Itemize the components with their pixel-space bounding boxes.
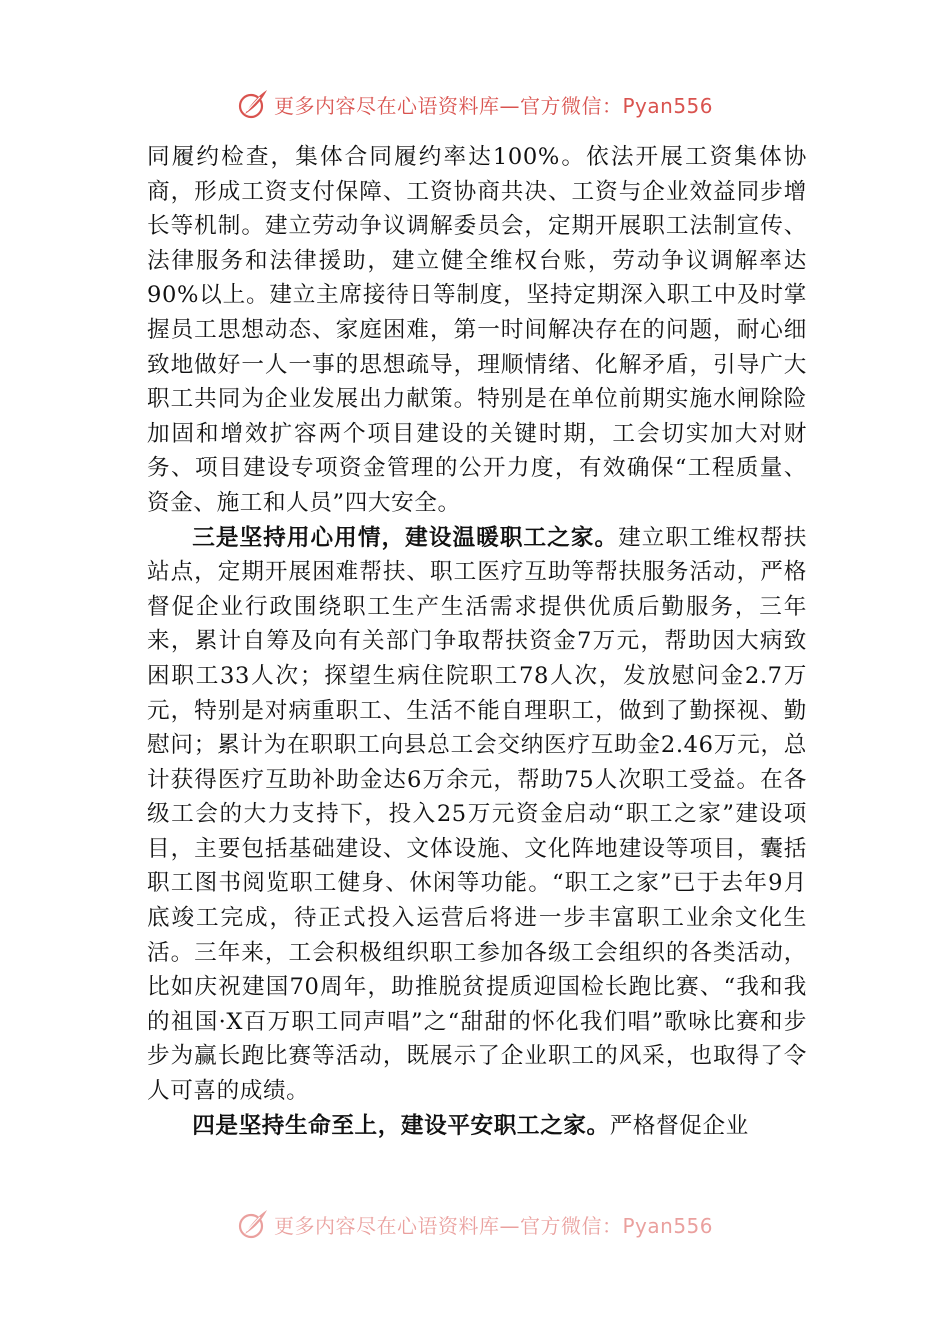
watermark-footer bbox=[236, 1206, 713, 1242]
paragraph-2 bbox=[147, 521, 807, 1109]
paragraph-3-lead: 四是坚持生命至上，建设平安职工之家。 bbox=[192, 1112, 610, 1139]
paragraph-2-body: 建立职工维权帮扶站点，定期开展困难帮扶、职工医疗互助等帮扶服务活动，严格督促企业行政围绕职工生产生活需求提供优质后勤服务，三年来，累计自筹及向有关部门争取帮扶资金7万元，帮助因大病致困职工33人次；探望生病住院职工78人次，发放慰问金2.7万元，特别是对病重职工、生活不能自理职工，做到了勤探视、勤慰问；累计为在职职工向县总工会交纳医疗互助金2.46万元，总计获得医疗互助补助金达6万余元，帮助75人次职工受益。在各级工会的大力支持下，投入25万元资金启动“职工之家”建设项目，主要包括基础建设、文体设施、文化阵地建设等项目，囊括职工图书阅览职工健身、休闲等功能。“职工之家”已于去年9月底竣工完成，待正式投入运营后将进一步丰富职工业余文化生活。三年来，工会积极组织职工参加各级工会组织的各类活动，比如庆祝建国70周年，助推脱贫提质迎国检长跑比赛、“我和我的祖国·X百万职工同声唱”之“甜甜的怀化我们唱”歌咏比赛和步步为赢长跑比赛等活动，既展示了企业职工的风采，也取得了令人可喜的成绩。 bbox=[147, 524, 807, 1105]
paragraph-2-lead: 三是坚持用心用情，建设温暖职工之家。 bbox=[192, 524, 619, 551]
watermark-text: 更多内容尽在心语资料库—官方微信：Pyan556 bbox=[274, 93, 714, 118]
paragraph-3-body: 严格督促企业 bbox=[609, 1112, 749, 1139]
watermark-text: 更多内容尽在心语资料库—官方微信：Pyan556 bbox=[274, 1213, 714, 1238]
paragraph-1 bbox=[147, 140, 807, 521]
document-body bbox=[147, 140, 807, 1143]
paragraph-1-body: 同履约检查，集体合同履约率达100%。依法开展工资集体协商，形成工资支付保障、工资协商共决、工资与企业效益同步增长等机制。建立劳动争议调解委员会，定期开展职工法制宣传、法律服务和法律援助，建立健全维权台账，劳动争议调解率达90%以上。建立主席接待日等制度，坚持定期深入职工中及时掌握员工思想动态、家庭困难，第一时间解决存在的问题，耐心细致地做好一人一事的思想疏导，理顺情绪、化解矛盾，引导广大职工共同为企业发展出力献策。特别是在单位前期实施水闸除险加固和增效扩容两个项目建设的关键时期，工会切实加大对财务、项目建设专项资金管理的公开力度，有效确保“工程质量、资金、施工和人员”四大安全。 bbox=[147, 144, 807, 516]
watermark-header bbox=[236, 86, 713, 122]
paragraph-3 bbox=[147, 1109, 807, 1144]
quill-logo-icon bbox=[236, 87, 270, 121]
quill-logo-icon bbox=[236, 1207, 270, 1241]
